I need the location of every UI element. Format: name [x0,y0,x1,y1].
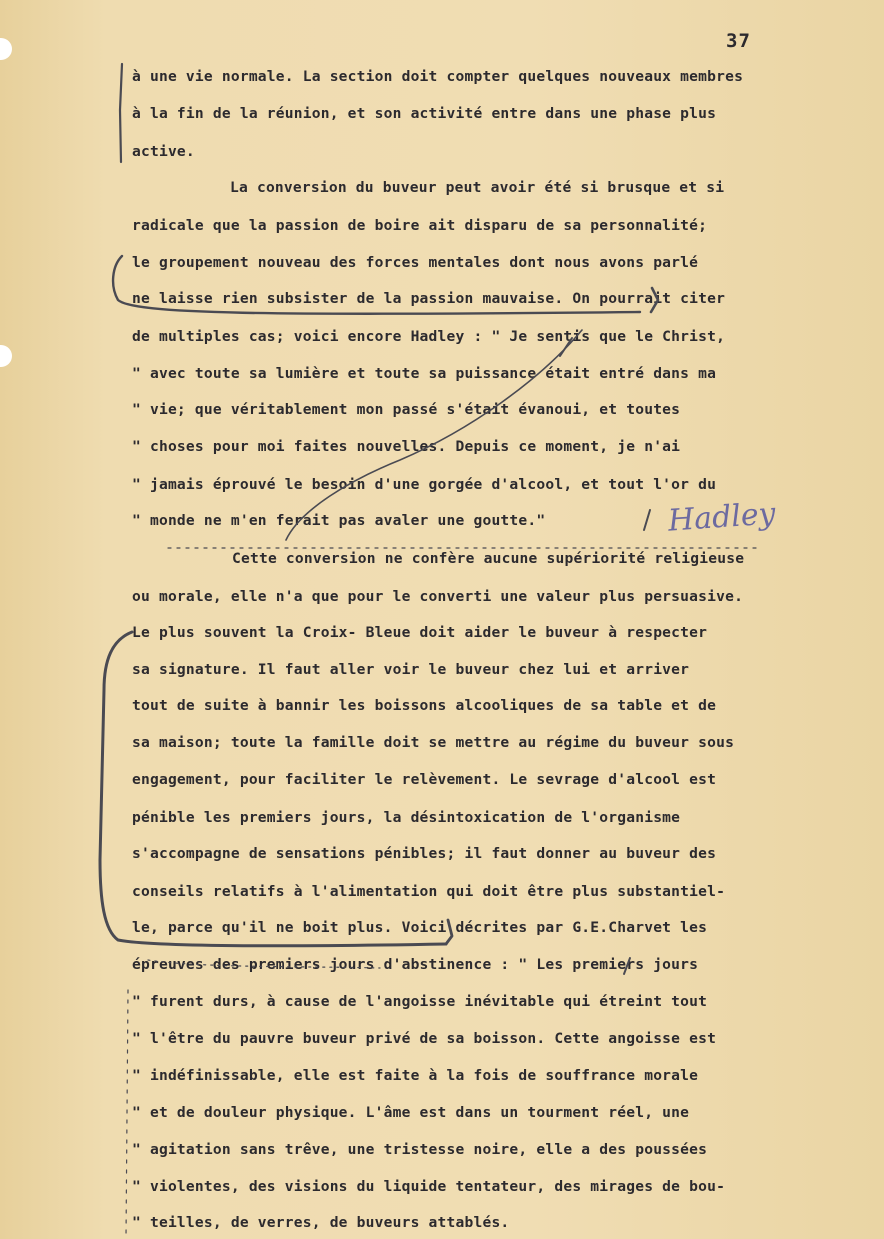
text-line: pénible les premiers jours, la désintoxication de l'organisme [132,809,681,826]
dotted-line [148,960,380,968]
text-line: conseils relatifs à l'alimentation qui doit être plus substantiel- [132,883,726,900]
text-line: " agitation sans trêve, une tristesse noire, elle a des poussées [132,1141,708,1158]
text-line: " et de douleur physique. L'âme est dans un tourment réel, une [132,1104,690,1121]
text-line: à la fin de la réunion, et son activité entre dans une phase plus [132,105,717,122]
text-line: épreuves des premiers jours d'abstinence : " Les premiers jours [132,956,699,973]
text-line: le, parce qu'il ne boit plus. Voici décrites par G.E.Charvet les [132,919,708,936]
text-line: Le plus souvent la Croix- Bleue doit aider le buveur à respecter [132,624,708,641]
large-bracket-mark [100,632,446,946]
text-line: s'accompagne de sensations pénibles; il faut donner au buveur des [132,845,717,862]
bracket-mark [113,256,640,314]
text-line: tout de suite à bannir les boissons alcooliques de sa table et de [132,697,717,714]
text-line: active. [132,143,195,160]
text-line: radicale que la passion de boire ait disparu de sa personnalité; [132,217,708,234]
text-line: de multiples cas; voici encore Hadley : " Je sentis que le Christ, [132,328,726,345]
margin-dotted-line [126,990,128,1238]
text-line: ou morale, elle n'a que pour le converti une valeur plus persuasive. [132,588,744,605]
text-line: " jamais éprouvé le besoin d'une gorgée d'alcool, et tout l'or du [132,476,717,493]
text-line: " teilles, de verres, de buveurs attablés. [132,1214,510,1231]
text-line: le groupement nouveau des forces mentales dont nous avons parlé [132,254,699,271]
text-line: à une vie normale. La section doit compter quelques nouveaux membres [132,68,744,85]
text-line: Cette conversion ne confère aucune supériorité religieuse [232,550,745,567]
text-line: ne laisse rien subsister de la passion mauvaise. On pourrait citer [132,290,726,307]
text-line: " monde ne m'en ferait pas avaler une goutte." [132,512,546,529]
end-mark [651,288,658,312]
strike-line [286,330,582,540]
margin-bracket-mark [120,64,122,162]
text-line: sa maison; toute la famille doit se mettre au régime du buveur sous [132,734,735,751]
text-line: " avec toute sa lumière et toute sa puissance était entré dans ma [132,365,717,382]
text-line: " violentes, des visions du liquide tentateur, des mirages de bou- [132,1178,726,1195]
slash-mark [624,958,630,974]
end-mark [446,920,452,944]
handwritten-signature: Hadley [666,496,777,539]
text-line: engagement, pour faciliter le relèvement. Le sevrage d'alcool est [132,771,717,788]
text-line: " choses pour moi faites nouvelles. Depuis ce moment, je n'ai [132,438,681,455]
page-number: 37 [726,30,751,52]
text-line: " indéfinissable, elle est faite à la fois de souffrance morale [132,1067,699,1084]
slash-mark [644,510,650,530]
text-line: " vie; que véritablement mon passé s'était évanoui, et toutes [132,401,681,418]
text-line: " l'être du pauvre buveur privé de sa boisson. Cette angoisse est [132,1030,717,1047]
text-line: " furent durs, à cause de l'angoisse inévitable qui étreint tout [132,993,708,1010]
text-line: La conversion du buveur peut avoir été si brusque et si [230,179,725,196]
text-line: sa signature. Il faut aller voir le buveur chez lui et arriver [132,661,690,678]
